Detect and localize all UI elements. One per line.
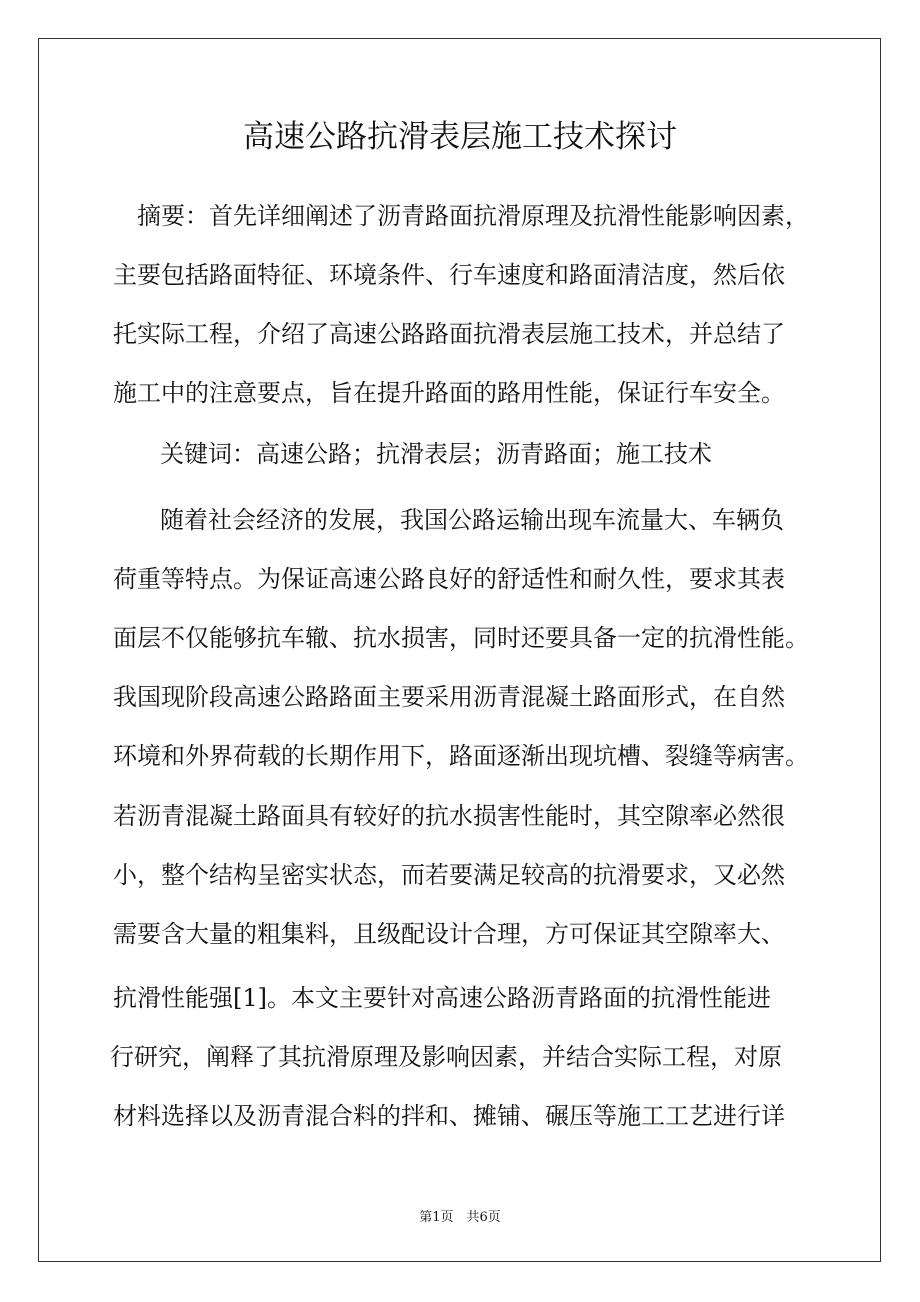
document-title: 高速公路抗滑表层施工技术探讨: [243, 119, 677, 155]
abstract-line: 托实际工程，介绍了高速公路路面抗滑表层施工技术，并总结了: [113, 320, 785, 348]
body-line: 小，整个结构呈密实状态，而若要满足较高的抗滑要求，又必然: [113, 861, 785, 889]
abstract-line: 主要包括路面特征、环境条件、行车速度和路面清洁度，然后依: [113, 261, 785, 289]
keywords-line: 关键词：高速公路；抗滑表层；沥青路面；施工技术: [160, 440, 712, 468]
body-line: 随着社会经济的发展，我国公路运输出现车流量大、车辆负: [160, 506, 784, 534]
abstract-line: 摘要：首先详细阐述了沥青路面抗滑原理及抗滑性能影响因素，: [137, 202, 809, 230]
body-line: 环境和外界荷载的长期作用下，路面逐渐出现坑槽、裂缝等病害。: [113, 742, 809, 770]
body-line: 材料选择以及沥青混合料的拌和、摊铺、碾压等施工工艺进行详: [113, 1102, 785, 1130]
body-line: 面层不仅能够抗车辙、抗水损害，同时还要具备一定的抗滑性能。: [113, 624, 809, 652]
body-line: 抗滑性能强[1]。本文主要针对高速公路沥青路面的抗滑性能进: [113, 984, 771, 1012]
page-number-footer: 第1页 共6页: [419, 1210, 501, 1225]
body-line: 行研究，阐释了其抗滑原理及影响因素，并结合实际工程，对原: [110, 1043, 782, 1071]
body-line: 若沥青混凝土路面具有较好的抗水损害性能时，其空隙率必然很: [113, 802, 785, 830]
abstract-line: 施工中的注意要点，旨在提升路面的路用性能，保证行车安全。: [113, 379, 785, 407]
body-line: 需要含大量的粗集料，且级配设计合理，方可保证其空隙率大、: [113, 920, 785, 948]
body-line: 我国现阶段高速公路路面主要采用沥青混凝土路面形式，在自然: [113, 683, 785, 711]
body-line: 荷重等特点。为保证高速公路良好的舒适性和耐久性，要求其表: [113, 565, 785, 593]
